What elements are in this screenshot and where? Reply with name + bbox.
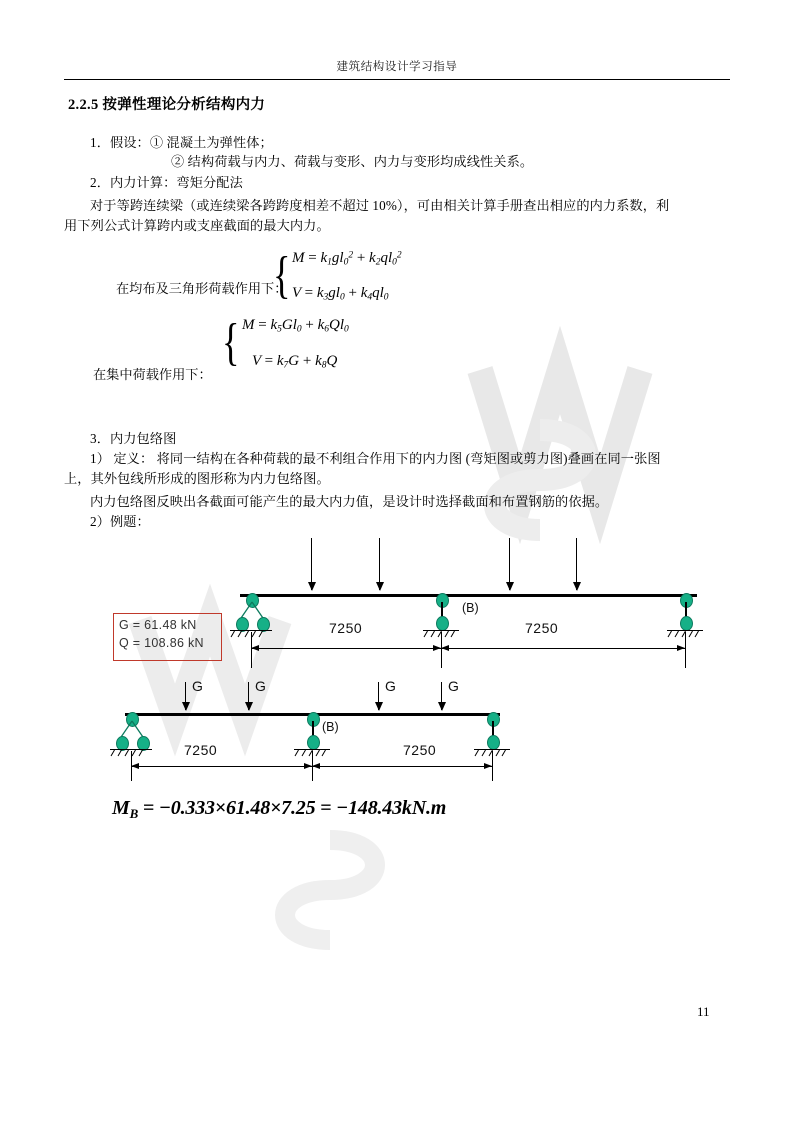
result-expression: = −0.333×61.48×7.25 = −148.43kN.m <box>138 797 447 819</box>
eq1-M-ql-sub: 0 <box>392 257 397 268</box>
equation-label-concentrated: 在集中荷载作用下： <box>93 367 212 382</box>
paragraph-1-line-1: 对于等跨连续梁（或连续梁各跨跨度相差不超过 10%），可由相关计算手册查出相应的内力系数，利 <box>90 198 670 213</box>
dimension-label-1-right: 7250 <box>525 620 559 636</box>
definition-line-3: 内力包络图反映出各截面可能产生的最大内力值，是设计时选择截面和布置钢筋的依据。 <box>90 494 609 509</box>
paragraph-1-line-2: 用下列公式计算跨内或支座截面的最大内力。 <box>64 218 330 233</box>
result-subscript: B <box>129 805 139 821</box>
load-arrow-2-3 <box>378 682 379 710</box>
ext-line-2-c <box>492 751 493 781</box>
equation-label-distributed: 在均布及三角形荷载作用下： <box>116 281 288 296</box>
dim-arrow-2-left-start <box>131 763 139 769</box>
eq1-M-k2: k <box>369 250 376 266</box>
load-arrow-2-1 <box>185 682 186 710</box>
eq2-V-k7: k <box>276 353 284 369</box>
eq1-M-ql-sup: 2 <box>396 250 402 261</box>
support-roller-2-c <box>487 735 500 750</box>
eq1-V-ql: ql <box>372 285 384 301</box>
eq1-V-equals: = <box>304 285 314 301</box>
support-label-2-b: (B) <box>322 720 339 734</box>
dimension-line-2-left <box>131 766 312 767</box>
eq1-V-k3: k <box>316 285 324 301</box>
eq2-V-plus: + <box>302 353 312 369</box>
eq2-M-equals: = <box>258 317 267 333</box>
ground-hatch-2-b <box>296 750 330 758</box>
eq2-M-Gl-sub: 0 <box>296 324 302 335</box>
page-number: 11 <box>697 1004 710 1019</box>
eq1-V-plus: + <box>348 285 357 301</box>
eq1-V-k4: k <box>360 285 368 301</box>
result-symbol: M <box>112 797 130 819</box>
page-header-title: 建筑结构设计学习指导 <box>336 61 458 73</box>
eq2-M-k5: k <box>270 317 278 333</box>
dimension-label-1-left: 7250 <box>329 620 363 636</box>
eq2-M-lhs: M <box>242 317 255 333</box>
eq2-M-k6-sub: 6 <box>324 324 330 335</box>
ground-hatch-2-c <box>476 750 510 758</box>
eq1-V-k4-sub: 4 <box>367 292 373 303</box>
eq2-M-Gl: Gl <box>281 317 297 333</box>
eq1-M-equals: = <box>308 250 317 266</box>
definition-line-2: 上，其外包线所形成的图形称为内力包络图。 <box>64 471 330 486</box>
equation-brace-2: { <box>222 314 240 371</box>
value-G: G = 61.48 kN <box>119 618 197 632</box>
ground-hatch-2-a <box>112 750 152 758</box>
load-label-2-1: G <box>192 678 203 694</box>
dim-arrow-2-right-start <box>312 763 320 769</box>
eq1-M-k1: k <box>320 250 328 266</box>
eq2-V-equals: = <box>264 353 274 369</box>
load-label-2-3: G <box>385 678 396 694</box>
eq1-M-gl-sub: 0 <box>343 257 349 268</box>
value-Q: Q = 108.86 kN <box>119 636 204 650</box>
eq1-M-lhs: M <box>292 250 305 266</box>
eq1-M-gl-sup: 2 <box>348 250 354 261</box>
eq2-V-k8: k <box>315 353 322 369</box>
list-item-3-2: 2）例题： <box>90 514 150 529</box>
load-arrow-2-2 <box>248 682 249 710</box>
eq1-V-gl: gl <box>328 285 340 301</box>
support-roller-2-b <box>307 735 320 750</box>
eq2-V-G: G <box>288 353 300 369</box>
dimension-label-2-right: 7250 <box>403 742 437 758</box>
eq1-M-gl: gl <box>331 250 344 266</box>
eq2-M-Ql-sub: 0 <box>344 324 349 335</box>
load-arrow-2-4 <box>441 682 442 710</box>
list-item-1-sub-2: ② 结构荷载与内力、荷载与变形、内力与变形均成线性关系。 <box>171 154 534 169</box>
eq2-V-lhs: V <box>252 353 261 369</box>
eq1-M-plus: + <box>356 250 366 266</box>
section-title: 2.2.5 按弹性理论分析结构内力 <box>68 97 266 113</box>
dim-arrow-2-left-end <box>304 763 312 769</box>
eq1-V-ql-sub: 0 <box>383 292 389 303</box>
eq2-V-Q: Q <box>326 353 338 369</box>
list-item-2: 2．内力计算：弯矩分配法 <box>90 175 243 190</box>
eq1-V-lhs: V <box>292 285 301 301</box>
support-label-1-b: (B) <box>462 601 479 615</box>
eq2-M-k5-sub: 5 <box>277 324 282 335</box>
eq1-V-k3-sub: 3 <box>323 292 329 303</box>
definition-line-1: 1） 定义： 将同一结构在各种荷载的最不利组合作用下的内力图 (弯矩图或剪力图)叠画在同一张图 <box>90 451 661 466</box>
list-item-3: 3．内力包络图 <box>90 431 177 446</box>
dimension-label-2-left: 7250 <box>184 742 218 758</box>
dimension-line-2-right <box>312 766 492 767</box>
eq2-M-plus: + <box>305 317 314 333</box>
load-label-2-2: G <box>255 678 266 694</box>
list-item-1: 1．假设：① 混凝土为弹性体； <box>90 135 273 150</box>
support-stem-2-c <box>492 721 494 736</box>
load-values-box <box>113 613 222 661</box>
eq2-M-Ql: Ql <box>329 317 345 333</box>
eq1-M-k1-sub: 1 <box>327 257 332 268</box>
load-label-2-4: G <box>448 678 459 694</box>
eq2-V-k8-sub: 8 <box>321 360 327 371</box>
eq2-M-k6: k <box>317 317 325 333</box>
eq1-M-k2-sub: 2 <box>375 257 381 268</box>
dim-arrow-2-right-end <box>484 763 492 769</box>
equation-brace-1: { <box>273 247 291 304</box>
eq2-V-k7-sub: 7 <box>283 360 289 371</box>
support-stem-2-b <box>312 721 314 736</box>
eq1-M-ql: ql <box>380 250 393 266</box>
eq1-V-gl-sub: 0 <box>339 292 345 303</box>
